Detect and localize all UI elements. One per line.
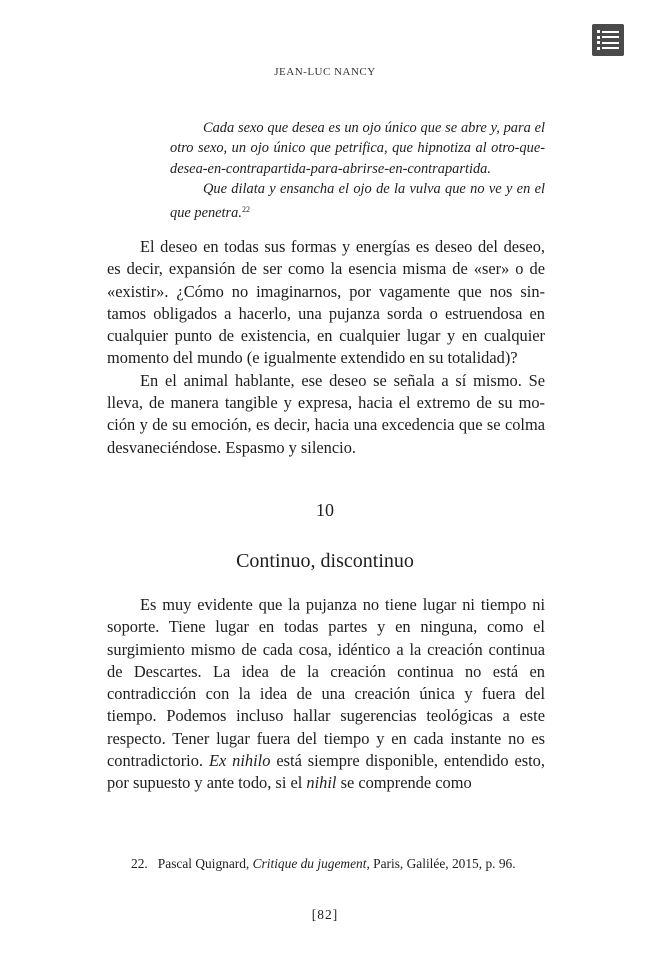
footnote-reference[interactable]: 22 — [241, 204, 250, 214]
quote-text: Que dilata y ensancha el ojo de la vulva que no ve y en el que penetra. — [170, 181, 545, 221]
chapter-title: Continuo, discontinuo — [236, 550, 414, 572]
body-section — [107, 594, 545, 795]
footnote-title: Critique du jugement — [252, 856, 367, 871]
epigraph-quote — [170, 118, 545, 223]
chapter-number: 10 — [316, 500, 334, 520]
italic-term: Ex nihilo — [208, 751, 271, 771]
footnote-number: 22. — [131, 856, 148, 871]
paragraph: El deseo en todas sus formas y energías es deseo del deseo, es decir, expansión de ser como la esencia misma de «ser» o de «existir». ¿Cómo no imaginarnos, por vagamente que nos sintamos obligados a hacerlo, una pujanza sorda o estruendosa en cualquier punto de existencia, en cualquier lugar y en cualquier momento del mundo (e igualmente extendido en su totalidad)? — [107, 237, 545, 368]
running-head: JEAN-LUC NANCY — [274, 66, 376, 78]
footnote-rest: , Paris, Galilée, 2015, p. 96. — [366, 856, 516, 871]
paragraph: En el animal hablante, ese deseo se señala a sí mismo. Se lleva, de manera tangible y expresa, hacia el extremo de su moción y de su emoción, es decir, hacia una excedencia que se colma desvaneciéndose. Espasmo y silencio. — [107, 370, 545, 457]
paragraph — [107, 594, 545, 795]
page-number: [82] — [311, 907, 339, 922]
footnote — [131, 856, 561, 872]
text-run: está siempre disponible, entendido esto, por supuesto y ante todo, si el — [107, 751, 545, 793]
italic-term: nihil — [306, 773, 337, 793]
text-run: Es muy evidente que la pujanza no tiene lugar ni tiempo ni soporte. Tiene lugar en todas partes y en ninguna, como el surgimiento mismo de cada cosa, idéntico a la creación continua de Descartes. La idea de la creación continua no está en contradicción con la idea de una creación única y fuera del tiempo. Podemos incluso hallar sugerencias teológicas a este respecto. Tener lugar fuera del tiempo y en cada instante no es contradictorio. — [107, 595, 545, 771]
quote-paragraph: Cada sexo que desea es un ojo único que se abre y, para el otro sexo, un ojo único que petrifica, que hipnotiza al otro-que-desea-en-contrapartida-para-abrirse-en-contrapartida. — [170, 120, 545, 177]
body-section — [107, 236, 545, 459]
footnote-author: Pascal Quignard, — [157, 856, 253, 871]
quote-paragraph — [170, 179, 545, 223]
text-run: se comprende como — [336, 773, 472, 793]
list-menu-icon[interactable] — [592, 24, 624, 56]
